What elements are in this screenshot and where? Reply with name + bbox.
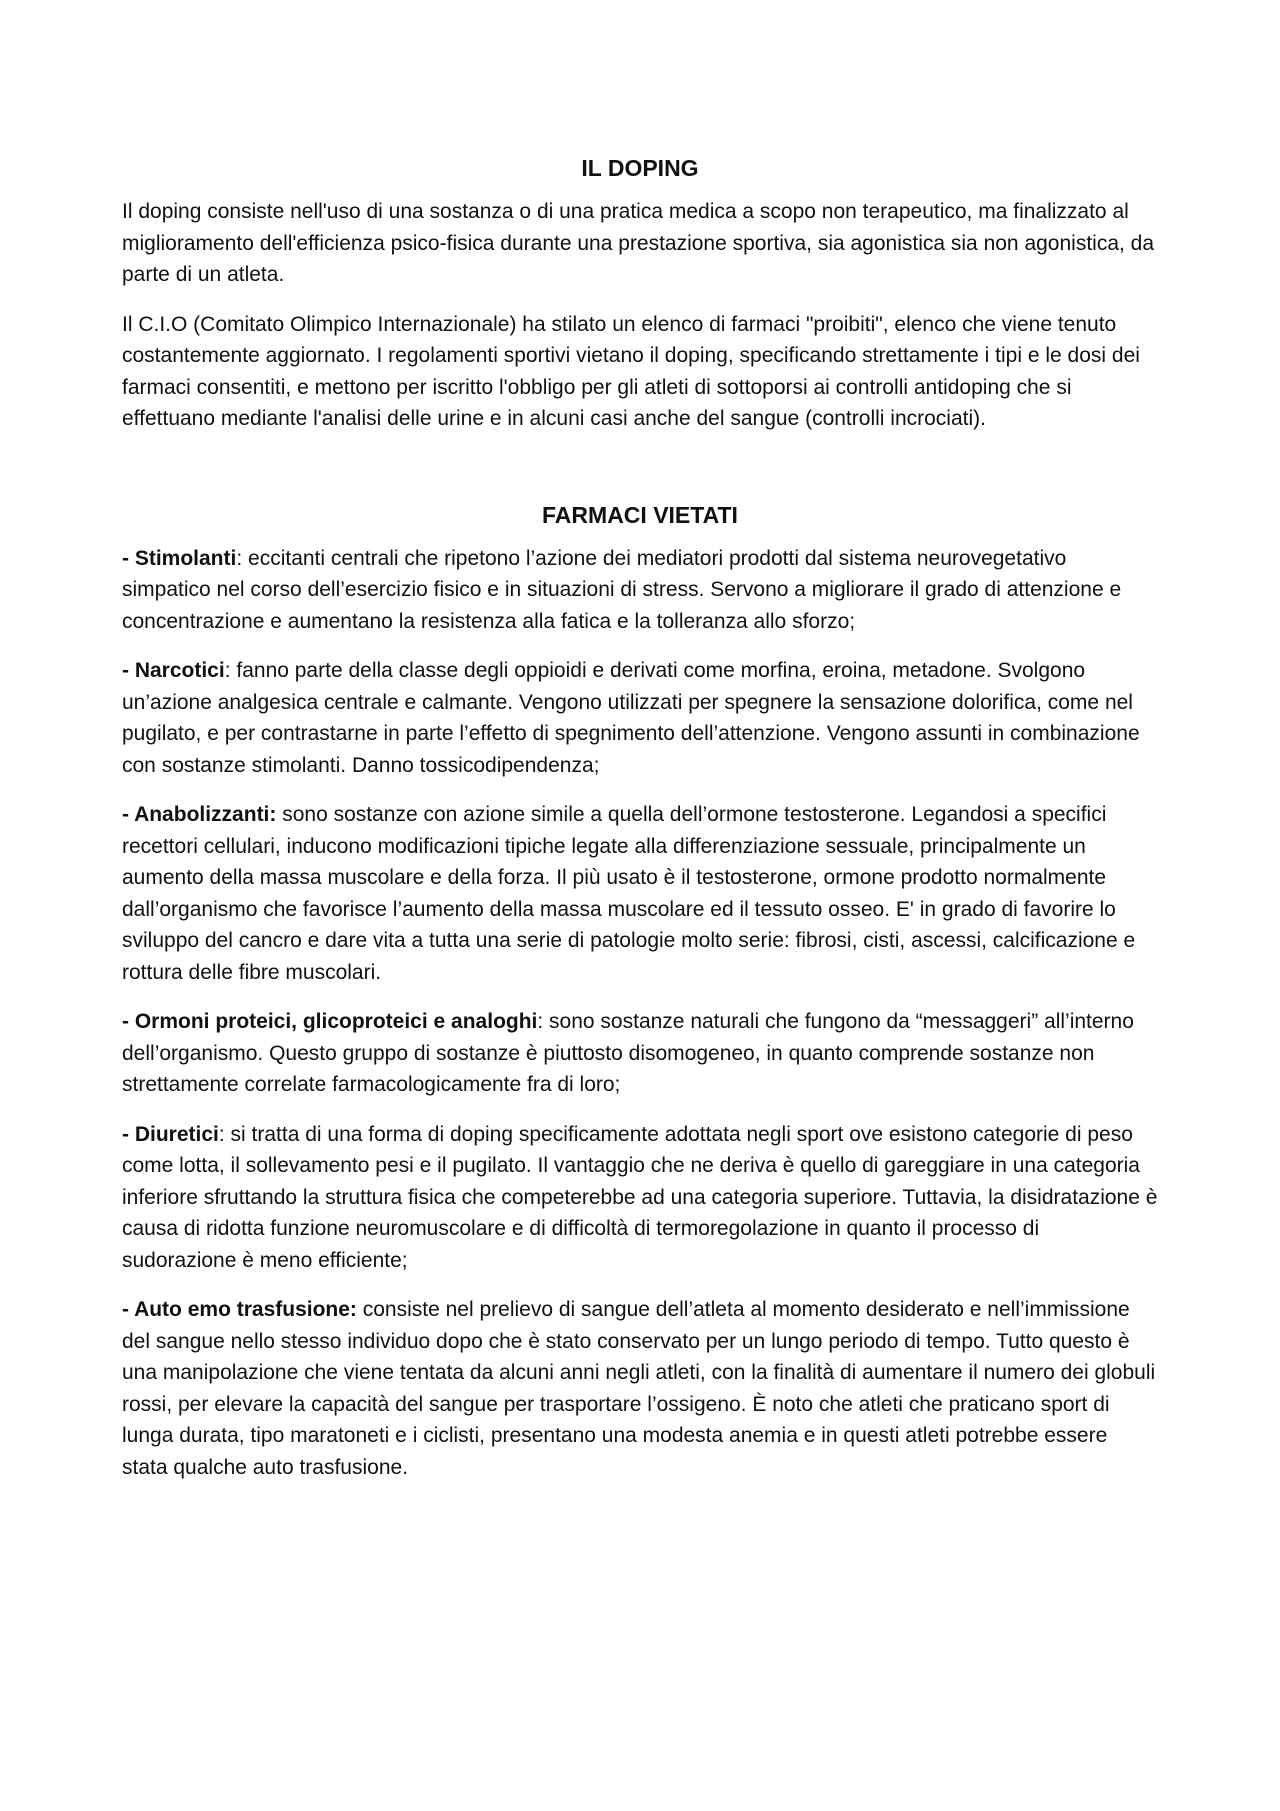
drug-description: : fanno parte della classe degli oppioidi e derivati come morfina, eroina, metadone. Svolgono un’azione analgesica centrale e calmante. Vengono utilizzati per spegnere la sensazione dolorifica, come nel pugilato, e per contrastarne in parte l’effetto di spegnimento dell’attenzione. Vengono assunti in combinazione con sostanze stimolanti. Danno tossicodipendenza;	[122, 659, 1140, 777]
drug-item-prefix: -	[122, 1010, 135, 1033]
drug-term: Auto emo trasfusione:	[134, 1298, 357, 1321]
drug-item-prefix: -	[122, 803, 135, 826]
drug-item-prefix: -	[122, 1298, 135, 1321]
document-page	[122, 152, 1158, 1501]
drug-item-auto-emo-trasfusione	[122, 1294, 1158, 1483]
section-title: FARMACI VIETATI	[542, 501, 738, 528]
drug-term: Narcotici	[134, 659, 225, 682]
drug-term: Anabolizzanti:	[134, 803, 277, 826]
drug-item-stimolanti	[122, 543, 1158, 638]
drug-term: Stimolanti	[134, 546, 237, 570]
drug-description: consiste nel prelievo di sangue dell’atleta al momento desiderato e nell’immissione del sangue nello stesso individuo dopo che è stato conservato per un lungo periodo di tempo. Tutto questo è una manipolazione che viene tentata da alcuni anni negli atleti, con la finalità di aumentare il numero dei globuli rossi, per elevare la capacità del sangue per trasportare l’ossigeno. È noto che atleti che praticano sport di lunga durata, tipo maratoneti e i ciclisti, presentano una modesta anemia e in questi atleti potrebbe essere stata qualche auto trasfusione.	[122, 1298, 1156, 1479]
drug-item-anabolizzanti	[122, 799, 1158, 988]
drug-description: : sono sostanze naturali che fungono da “messaggeri” all’interno dell’organismo. Questo gruppo di sostanze è piuttosto disomogeneo, in quanto comprende sostanze non strettamente correlate farmacologicamente fra di loro;	[122, 1010, 1134, 1096]
drug-description: : si tratta di una forma di doping specificamente adottata negli sport ove esistono categorie di peso come lotta, il sollevamento pesi e il pugilato. Il vantaggio che ne deriva è quello di gareggiare in una categoria inferiore sfruttando la struttura fisica che competerebbe ad una categoria superiore. Tuttavia, la disidratazione è causa di ridotta funzione neuromuscolare e di difficoltà di termoregolazione in quanto il processo di sudorazione è meno efficiente;	[122, 1122, 1158, 1272]
drug-item-narcotici	[122, 655, 1158, 781]
drug-term: Diuretici	[134, 1122, 219, 1146]
intro-paragraph-1: Il doping consiste nell'uso di una sostanza o di una pratica medica a scopo non terapeutico, ma finalizzato al miglioramento dell'efficienza psico-fisica durante una prestazione sportiva, sia agonistica sia non agonistica, da parte di un atleta.	[122, 200, 1155, 286]
drug-item-ormoni	[122, 1006, 1158, 1101]
drug-item-prefix: -	[122, 659, 135, 682]
drug-item-prefix: -	[122, 546, 135, 570]
drug-item-diuretici	[122, 1119, 1158, 1277]
document-title: IL DOPING	[581, 155, 699, 181]
intro-paragraph-2: Il C.I.O (Comitato Olimpico Internazionale) ha stilato un elenco di farmaci "proibiti", elenco che viene tenuto costantemente aggiornato. I regolamenti sportivi vietano il doping, specificando strettamente i tipi e le dosi dei farmaci consentiti, e mettono per iscritto l'obbligo per gli atleti di sottoporsi ai controlli antidoping che si effettuano mediante l'analisi delle urine e in alcuni casi anche del sangue (controlli incrociati).	[122, 312, 1140, 430]
drug-term: Ormoni proteici, glicoproteici e analoghi	[134, 1010, 538, 1033]
drug-description: sono sostanze con azione simile a quella dell’ormone testosterone. Legandosi a specifici recettori cellulari, inducono modificazioni tipiche legate alla differenziazione sessuale, principalmente un aumento della massa muscolare e della forza. Il più usato è il testosterone, ormone prodotto normalmente dall’organismo che favorisce l’aumento della massa muscolare ed il tessuto osseo. E' in grado di favorire lo sviluppo del cancro e dare vita a tutta una serie di patologie molto serie: fibrosi, cisti, ascessi, calcificazione e rottura delle fibre muscolari.	[122, 803, 1136, 984]
drug-description: : eccitanti centrali che ripetono l’azione dei mediatori prodotti dal sistema neurovegetativo simpatico nel corso dell’esercizio fisico e in situazioni di stress. Servono a migliorare il grado di attenzione e concentrazione e aumentano la resistenza alla fatica e la tolleranza allo sforzo;	[122, 546, 1122, 633]
drug-item-prefix: -	[122, 1122, 135, 1146]
